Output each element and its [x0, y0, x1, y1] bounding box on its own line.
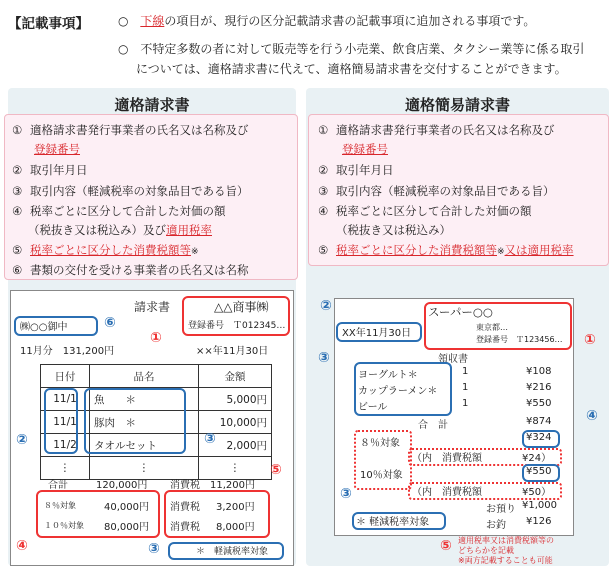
receipt-qty: 1: [462, 382, 469, 393]
marker-6: ⑥: [104, 315, 116, 331]
change-label: お釣: [486, 520, 506, 531]
receipt-item: ヨーグルト＊: [358, 370, 418, 381]
right-item-1-red: 登録番号: [342, 142, 388, 156]
receipt-tax8: ¥24）: [522, 453, 552, 464]
invoice-reg: 登録番号 Ｔ012345…: [188, 321, 286, 331]
receipt-rate10: 10％対象: [360, 470, 403, 481]
table-row: 11/1 豚肉 ＊ 10,000円: [41, 411, 272, 434]
left-title: 適格請求書: [114, 96, 190, 114]
left-item-1-red: 登録番号: [34, 142, 80, 156]
paid-amount: ¥1,000: [522, 500, 557, 511]
rate10-amount: 80,000円: [104, 522, 149, 533]
receipt-price: ¥216: [526, 382, 552, 393]
store-name: スーパー○○: [428, 305, 493, 319]
marker-r4: ④: [586, 408, 598, 424]
invoice-recipient: ㈱○○御中: [20, 322, 68, 333]
marker-r3b: ③: [340, 486, 352, 502]
paid-label: お預り: [486, 504, 516, 515]
receipt-qty: 1: [462, 398, 469, 409]
marker-r5: ⑤: [440, 538, 452, 554]
left-item-4b: （税抜き又は税込み）及び適用税率: [28, 223, 212, 237]
table-row: 11/2 タオルセット 2,000円: [41, 434, 272, 457]
total-amount: 120,000円: [96, 480, 148, 491]
underline-word: 下線: [140, 14, 165, 28]
store-reg: 登録番号 Ｔ123456…: [476, 335, 563, 344]
header-line-2: ○ 不特定多数の者に対して販売等を行う小売業、飲食店業、タクシー業等に係る取引: [118, 42, 585, 56]
date-highlight: [44, 388, 78, 454]
right-title: 適格簡易請求書: [404, 96, 510, 114]
receipt-price: ¥108: [526, 366, 552, 377]
marker-4: ④: [16, 538, 28, 554]
marker-3b: ③: [148, 541, 160, 557]
receipt-total-label: 合 計: [418, 420, 448, 431]
receipt-date: XX年11月30日: [342, 328, 412, 339]
left-item-5: ⑤ 税率ごとに区分した消費税額等※: [12, 243, 199, 257]
receipt-rate8: ８％対象: [360, 438, 400, 449]
tax10-label: 消費税: [170, 522, 200, 533]
receipt-tax8-label: （内 消費税額: [412, 453, 482, 464]
left-item-4: ④ 税率ごとに区分して合計した対価の額: [12, 204, 226, 218]
tax8-label: 消費税: [170, 502, 200, 513]
receipt-qty: 1: [462, 366, 469, 377]
rate10-label: １０％対象: [44, 521, 84, 530]
receipt-tax10-label: （内 消費税額: [412, 487, 482, 498]
receipt-total: ¥874: [526, 416, 552, 427]
marker-3: ③: [204, 431, 216, 447]
total-label: 合計: [48, 480, 68, 491]
rate8-amount: 40,000円: [104, 502, 149, 513]
rate8-label: ８％対象: [44, 501, 76, 510]
tax8-amount: 3,200円: [216, 502, 255, 513]
invoice-note: ＊ 軽減税率対象: [196, 547, 269, 557]
table-header-row: 日付 品名 金額: [41, 365, 272, 388]
header-line-1: ○ 下線の項目が、現行の区分記載請求書の記載事項に追加される事項です。: [118, 14, 536, 28]
right-item-4b: （税抜き又は税込み）: [336, 223, 451, 237]
marker-5: ⑤: [270, 462, 282, 478]
table-row: 11/1 魚 ＊ 5,000円: [41, 388, 272, 411]
marker-r2: ②: [320, 298, 332, 314]
change-amount: ¥126: [526, 516, 552, 527]
callout-text: 適用税率又は消費税額等の どちらかを記載 ※両方記載することも可能: [458, 536, 554, 565]
invoice-title: 請求書: [134, 300, 171, 314]
right-item-3: ③ 取引内容（軽減税率の対象品目である旨）: [318, 184, 555, 198]
tax-total: 11,200円: [210, 480, 255, 491]
tax-label: 消費税: [170, 480, 200, 491]
right-item-2: ② 取引年月日: [318, 163, 394, 177]
left-item-2: ② 取引年月日: [12, 163, 88, 177]
right-item-1: ① 適格請求書発行事業者の氏名又は名称及び: [318, 123, 555, 137]
invoice-period: 11月分 131,200円: [20, 346, 115, 357]
tax10-amount: 8,000円: [216, 522, 255, 533]
marker-r1: ①: [584, 332, 596, 348]
left-item-1: ① 適格請求書発行事業者の氏名又は名称及び: [12, 123, 249, 137]
right-item-5: ⑤ 税率ごとに区分した消費税額等※又は適用税率: [318, 243, 574, 257]
right-item-4: ④ 税率ごとに区分して合計した対価の額: [318, 204, 532, 218]
marker-r3: ③: [318, 350, 330, 366]
receipt-title: 領収書: [438, 354, 468, 365]
item-highlight: [84, 388, 186, 454]
left-item-6: ⑥ 書類の交付を受ける事業者の氏名又は名称: [12, 263, 249, 277]
receipt-item: カップラーメン＊: [358, 386, 438, 397]
receipt-item: ビール: [358, 402, 388, 413]
marker-1: ①: [150, 330, 162, 346]
receipt-price: ¥550: [526, 398, 552, 409]
receipt-tax10: ¥50）: [522, 487, 552, 498]
receipt-note: ＊ 軽減税率対象: [356, 517, 430, 528]
section-tag: 【記載事項】: [8, 16, 89, 32]
invoice-date: ××年11月30日: [196, 346, 269, 357]
table-row: ⋮ ⋮ ⋮: [41, 457, 272, 480]
invoice-company: △△商事㈱: [214, 300, 269, 314]
marker-2: ②: [16, 432, 28, 448]
store-address: 東京都…: [476, 323, 508, 332]
receipt-rate8-amt: ¥324: [526, 432, 552, 443]
receipt-rate10-amt: ¥550: [526, 466, 552, 477]
left-item-3: ③ 取引内容（軽減税率の対象品目である旨）: [12, 184, 249, 198]
header-line-3: については、適格請求書に代えて、適格簡易請求書を交付することができます。: [136, 62, 567, 76]
